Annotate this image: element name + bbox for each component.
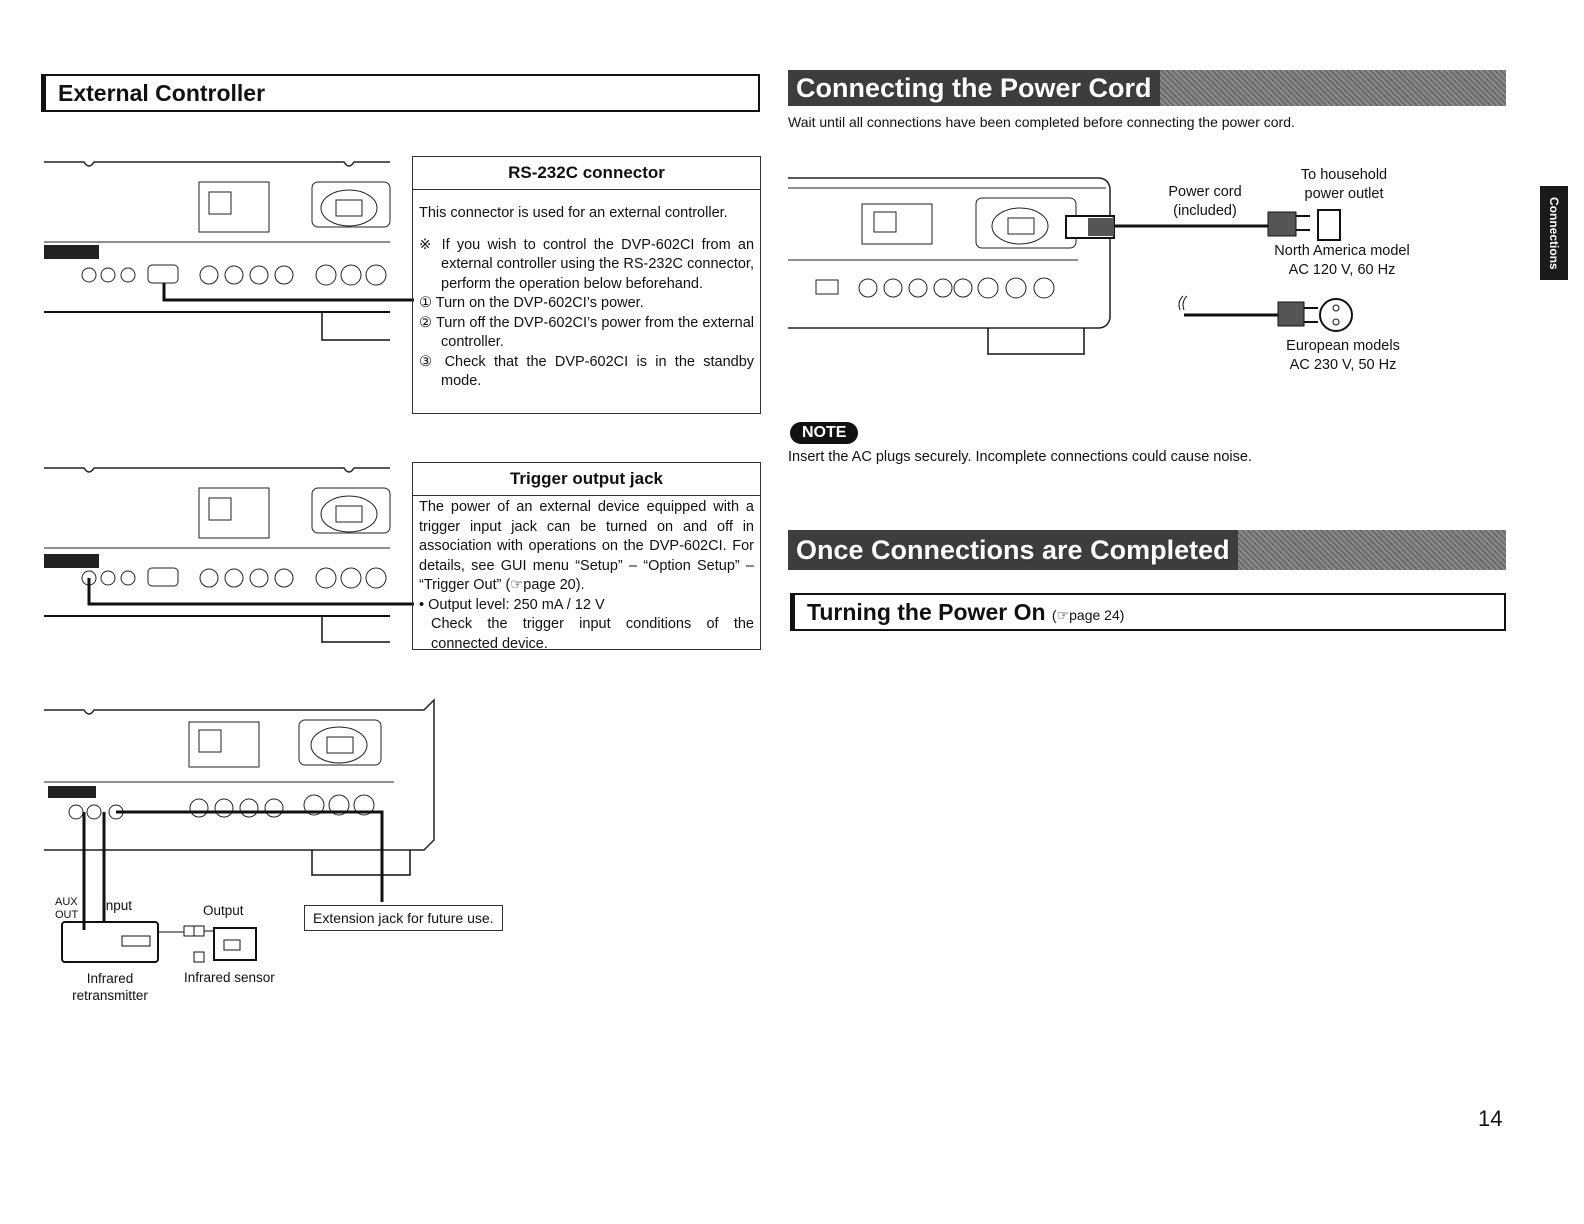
rs232c-step-2: ② Turn off the DVP-602CI’s power from the external controller. — [419, 314, 754, 350]
aux-out-label: AUX OUT — [55, 896, 79, 921]
household-outlet-label: To household power outlet — [1300, 167, 1388, 202]
trigger-output-level: • Output level: 250 mA / 12 V — [419, 596, 605, 613]
side-tab-connections — [1540, 186, 1568, 280]
turning-page-ref: (☞page 24) — [1051, 607, 1125, 623]
output-label: Output — [203, 903, 244, 918]
rear-panel-diagram-rs232c — [44, 150, 414, 345]
note-text: Insert the AC plugs securely. Incomplete connections could cause noise. — [788, 449, 1252, 465]
trigger-check: Check the trigger input conditions of the connected device. — [431, 616, 754, 652]
note-badge: NOTE — [790, 422, 858, 444]
eu-model-label: European models AC 230 V, 50 Hz — [1286, 338, 1400, 373]
power-intro: Wait until all connections have been completed before connecting the power cord. — [788, 114, 1295, 130]
power-cord-label: Power cord (included) — [1168, 184, 1242, 219]
rs232c-body — [413, 190, 760, 398]
section-title-text: External Controller — [58, 80, 266, 106]
banner-power-text: Connecting the Power Cord — [788, 70, 1160, 106]
rs232c-note: ※ If you wish to control the DVP-602CI from an external controller using the RS-232C connector, perform the operation below beforehand. — [419, 236, 755, 292]
turning-title: Turning the Power On — [807, 599, 1046, 625]
rs232c-step-1: ① Turn on the DVP-602CI’s power. — [419, 295, 644, 311]
infrared-retransmitter-label: Infrared retransmitter — [72, 971, 148, 1003]
trigger-title: Trigger output jack — [413, 463, 760, 496]
banner-connecting-power-cord — [788, 70, 1506, 106]
section-title-external-controller — [44, 74, 760, 112]
input-label: Input — [102, 898, 133, 913]
banner-once-text: Once Connections are Completed — [788, 530, 1238, 570]
trigger-panel — [412, 462, 761, 650]
rs232c-title: RS-232C connector — [413, 157, 760, 190]
note-mark-icon: ※ — [419, 236, 435, 253]
rs232c-step-3: ③ Check that the DVP-602CI is in the standby mode. — [419, 353, 755, 389]
trigger-body — [413, 496, 760, 660]
extension-jack-label: Extension jack for future use. — [304, 905, 503, 931]
infrared-sensor-label: Infrared sensor — [184, 970, 275, 985]
rear-panel-diagram-remote — [44, 690, 444, 980]
side-tab-label: Connections — [1547, 196, 1561, 270]
section-title-turning-power-on — [793, 593, 1506, 631]
page-number: 14 — [1478, 1106, 1503, 1131]
rear-panel-diagram-trigger — [44, 456, 414, 651]
rs232c-panel — [412, 156, 761, 414]
note-badge-wrap — [790, 422, 858, 444]
rs232c-intro: This connector is used for an external controller. — [419, 205, 728, 221]
na-model-label: North America model AC 120 V, 60 Hz — [1274, 243, 1410, 278]
trigger-desc: The power of an external device equipped with a trigger input jack can be turned on and off in association with operations on the DVP-602CI. For details, see GUI menu “Setup” – “Option Setup” – “Trigger Out” (☞page 20). — [419, 499, 754, 593]
banner-once-connections — [788, 530, 1506, 570]
